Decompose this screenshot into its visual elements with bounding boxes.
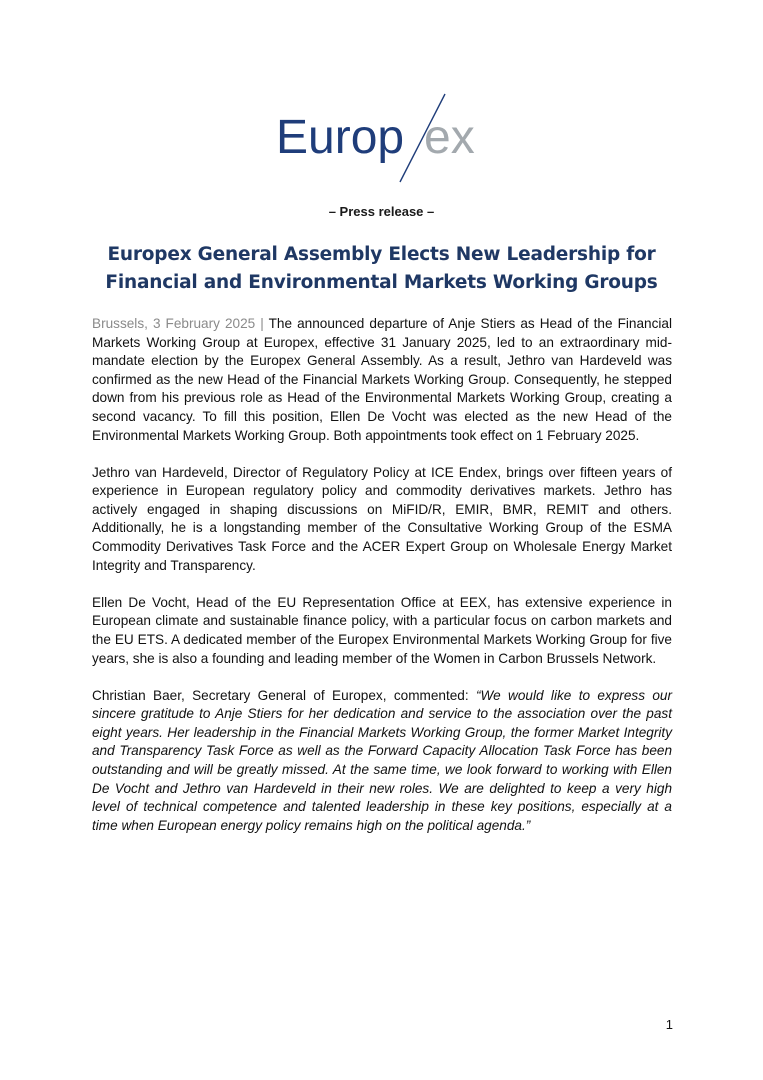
paragraph-1-text: The announced departure of Anje Stiers as Head of the Financial Markets Working Group at Europex, effective 31 January 2025, led to an extraordinary mid-mandate election by the Europex General Assembly. As a result, Jethro van Hardeveld was confirmed as the new Head of the Financial Markets Working Group. Consequently, he stepped down from his previous role as Head of the Environmental Markets Working Group, creating a second vacancy. To fill this position, Ellen De Vocht was elected as the new Head of the Environmental Markets Working Group. Both appointments took effect on 1 February 2025. (92, 316, 672, 443)
europex-logo (276, 92, 491, 187)
quote-text: “We would like to express our sincere gratitude to Anje Stiers for her dedication and service to the association over the past eight years. Her leadership in the Financial Markets Working Group, the former Market Integrity and Transparency Task Force as well as the Forward Capacity Allocation Task Force has been outstanding and will be greatly missed. At the same time, we look forward to working with Ellen De Vocht and Jethro van Hardeveld in their new roles. We are delighted to keep a very high level of technical competence and talented leadership in these key positions, especially at a time when European energy policy remains high on the political agenda.” (92, 687, 672, 833)
logo-text-primary: Europ (276, 111, 405, 164)
paragraph-2: Jethro van Hardeveld, Director of Regulatory Policy at ICE Endex, brings over fifteen years of experience in European regulatory policy and commodity derivatives markets. Jethro has actively engaged in shaping discussions on MiFID/R, EMIR, BMR, REMIT and others. Additionally, he is a longstanding member of the Consultative Working Group of the ESMA Commodity Derivatives Task Force and the ACER Expert Group on Wholesale Energy Market Integrity and Transparency. (92, 464, 672, 573)
logo-text-secondary: ex (424, 111, 475, 164)
paragraph-1 (92, 315, 672, 445)
page-number: 1 (665, 1017, 673, 1032)
paragraph-3: Ellen De Vocht, Head of the EU Representation Office at EEX, has extensive experience in European climate and sustainable finance policy, with a particular focus on carbon markets and the EU ETS. A dedicated member of the Europex Environmental Markets Working Group for five years, she is also a founding and leading member of the Women in Carbon Brussels Network. (92, 594, 672, 666)
press-release-label: – Press release – (328, 204, 435, 219)
document-title: Europex General Assembly Elects New Leadership for Financial and Environmental Markets Working Groups (105, 244, 658, 293)
dateline: Brussels, 3 February 2025 | (92, 316, 264, 331)
document-body (92, 315, 672, 854)
quote-attribution: Christian Baer, Secretary General of Europex, commented: (92, 687, 469, 703)
paragraph-4 (92, 687, 672, 836)
